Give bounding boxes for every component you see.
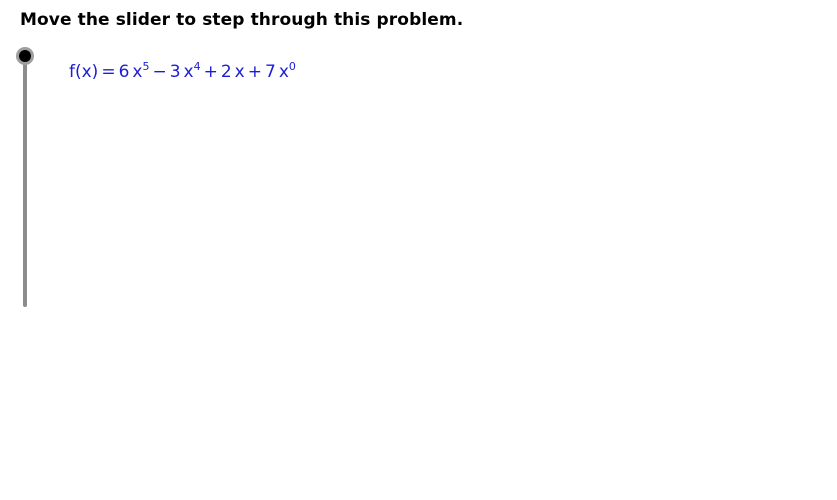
operator-2: + <box>203 62 218 82</box>
step-slider[interactable] <box>14 45 36 310</box>
term-1-variable: x <box>132 62 143 82</box>
function-formula <box>69 62 296 82</box>
instruction-text: Move the slider to step through this problem. <box>20 10 464 30</box>
formula-lhs: f(x) <box>69 62 99 82</box>
term-4-coefficient: 7 <box>264 62 276 82</box>
term-1-exponent: 5 <box>142 60 150 73</box>
term-2-exponent: 4 <box>193 60 201 73</box>
operator-1: − <box>152 62 167 82</box>
term-2-coefficient: 3 <box>169 62 181 82</box>
slider-handle[interactable] <box>16 47 34 65</box>
term-4-variable: x <box>278 62 289 82</box>
term-4-exponent: 0 <box>288 60 296 73</box>
term-1-coefficient: 6 <box>118 62 130 82</box>
term-3-coefficient: 2 <box>220 62 232 82</box>
formula-equals: = <box>101 62 116 82</box>
term-2-variable: x <box>183 62 194 82</box>
slider-track[interactable] <box>23 51 27 307</box>
term-3-variable: x <box>234 62 245 82</box>
operator-3: + <box>247 62 262 82</box>
